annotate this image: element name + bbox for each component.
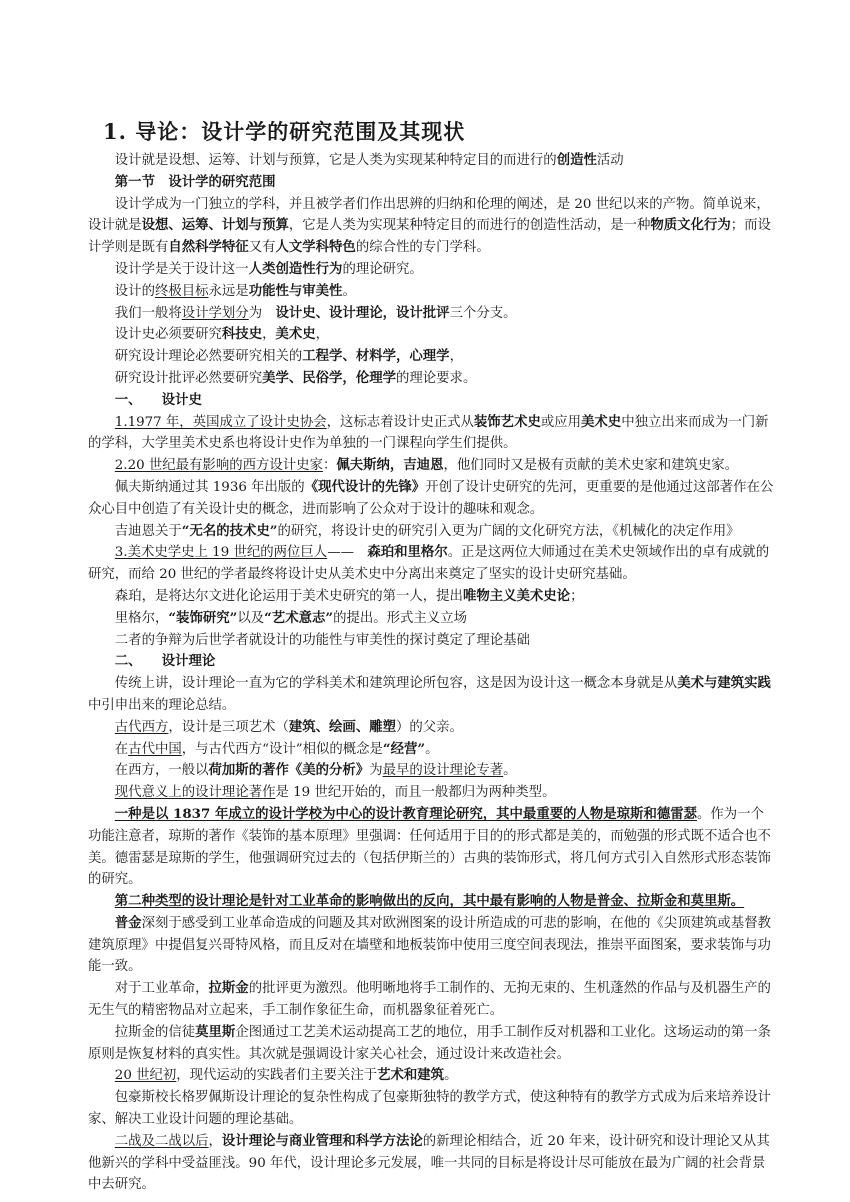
paragraph: 第二种类型的设计理论是针对工业革命的影响做出的反向，其中最有影响的人物是普金、拉斯金和莫里斯。 [114, 893, 745, 910]
text: 对于工业革命， [114, 981, 209, 997]
text: ，它是人类为实现某种特定目的而进行的创造性活动，是一种 [288, 218, 651, 234]
text: 设计学成为一门独立的学科，并且被学者们作出思辨的归纳和伦理的阐述，是 20 世纪以来的产物。简单说来，设计就是 [88, 196, 770, 234]
underlined-text: 2.20 世纪最有影响的西方设计史家 [114, 458, 323, 474]
text: 的综合性的专门学科。 [355, 240, 490, 256]
intro-text-end: 活动 [596, 153, 624, 168]
emphasis: 科技史 [221, 326, 263, 343]
text: 以及 [237, 610, 265, 626]
paragraph [88, 1131, 774, 1196]
text: 永远是 [208, 283, 249, 299]
underlined-text: 古代西方 [114, 719, 169, 735]
paragraph [88, 477, 774, 521]
paragraph [88, 804, 774, 891]
underlined-text: 二战及二战以后 [114, 1133, 209, 1149]
emphasis: 设想、运筹、计划与预算 [141, 217, 289, 234]
paragraph [88, 542, 774, 586]
text: 深刻于感受到工业革命造成的问题及其对欧洲图案的设计所造成的可悲的影响，在他的《尖顶建筑或基督教建筑原理》中提倡复兴哥特风格，而且反对在墙壁和地板装饰中使用三度空间表现法，推崇平面图案，要求装饰与功能一致。 [88, 915, 771, 975]
text: ，与古代西方“设计”相似的概念是 [181, 741, 383, 757]
paragraph [88, 324, 774, 346]
text: ，这标志着设计史正式从 [326, 414, 474, 430]
emphasis: 物质文化行为 [650, 217, 731, 234]
paragraph [88, 608, 774, 630]
text: ， [208, 1133, 222, 1149]
paragraph: 包豪斯校长格罗佩斯设计理论的复杂性构成了包豪斯独特的教学方式，使这种特有的教学方式成为后来培养设计家、解决工业设计问题的理论基础。 [88, 1090, 771, 1128]
emphasis: 设计理论与商业管理和科学方法论 [221, 1132, 423, 1149]
paragraph [88, 913, 774, 978]
emphasis: 装饰艺术史 [473, 413, 541, 430]
text: 。 [342, 283, 356, 299]
part-heading: 二、 设计理论 [114, 653, 216, 670]
emphasis: 拉斯金 [208, 980, 249, 997]
emphasis: 美学、民俗学，伦理学 [262, 369, 396, 386]
paragraph [88, 586, 774, 608]
text: 在西方，一般以 [114, 763, 209, 779]
intro-text: 设计就是设想、运筹、计划与预算，它是人类为实现某种特定目的而进行的 [114, 153, 557, 168]
emphasis: 荷加斯的著作《美的分析》 [208, 762, 370, 779]
emphasis: 美术史 [275, 326, 316, 343]
underlined-text: 设计学划分 [181, 305, 249, 321]
paragraph: 二者的争辩为后世学者就设计的功能性与审美性的探讨奠定了理论基础 [114, 632, 530, 648]
text: 中引申出来的理论总结。 [88, 697, 236, 713]
text: 的理论研究。 [342, 261, 423, 277]
text: ： [322, 458, 337, 474]
paragraph [88, 782, 774, 804]
emphasis: 森珀和里格尔 [367, 544, 448, 561]
part-heading: 一、 设计史 [114, 391, 202, 408]
text: 为 [369, 763, 383, 779]
text: 森珀，是将达尔文进化论运用于美术史研究的第一人，提出 [114, 588, 463, 604]
emphasis: “艺术意志” [264, 609, 334, 626]
page-title: 1. 导论：设计学的研究范围及其现状 [103, 119, 466, 144]
text: ，设计是三项艺术（ [168, 719, 289, 735]
text: 在 [114, 741, 129, 757]
text: 拉斯金的信徒 [114, 1024, 196, 1040]
paragraph [88, 739, 774, 761]
paragraph [88, 1065, 774, 1087]
paragraph [88, 281, 774, 303]
underlined-text: 终极目标 [154, 283, 209, 299]
document-body [88, 150, 774, 1196]
text: 三个分支。 [449, 305, 517, 321]
emphasis: 美术史 [581, 413, 622, 430]
emphasis: 唯物主义美术史论 [462, 587, 571, 604]
emphasis: 功能性与审美性 [248, 282, 343, 299]
emphasis: 艺术和建筑 [377, 1067, 445, 1084]
paragraph [88, 455, 774, 477]
paragraph [88, 1022, 774, 1066]
text: ， [315, 327, 330, 343]
text: 的理论要求。 [396, 370, 477, 386]
text: 设计史必须要研究 [114, 327, 222, 343]
text: 。 [503, 763, 517, 779]
underlined-text: 20 世纪初 [114, 1068, 177, 1084]
emphasis: 普金 [114, 914, 142, 931]
text: 设计学是关于设计这一 [114, 261, 249, 277]
text: ， [262, 327, 276, 343]
emphasis: 建筑、绘画、雕塑 [288, 718, 396, 735]
text: 研究设计批评必然要研究 [114, 370, 263, 386]
text: 我们一般将 [114, 305, 182, 321]
underlined-text: 古代中国 [128, 741, 182, 757]
text: 的提出。形式主义立场 [333, 610, 467, 626]
paragraph [88, 521, 774, 543]
emphasis: 莫里斯 [195, 1023, 236, 1040]
text: ， [449, 349, 463, 365]
emphasis: 设计史、设计理论，设计批评 [275, 304, 450, 321]
emphasis: 人类创造性行为 [248, 260, 343, 277]
emphasis: 美术与建筑实践 [677, 675, 771, 692]
text: 企图通过工艺美术运动提高工艺的地位，用手工制作反对机器和工业化。这场运动的第一条原则是恢复材料的真实性。其次就是强调设计家关心社会，通过设计来改造社会。 [88, 1024, 771, 1062]
text: 。 [444, 1068, 458, 1084]
text: 吉迪恩关于 [114, 523, 182, 539]
emphasis: 工程学、材料学，心理学 [302, 348, 450, 365]
text: 是 19 世纪开始的，而且一般都归为两种类型。 [275, 785, 556, 801]
text: 。作为一个功能注意者，琼斯的著作《装饰的基本原理》里强调：任何适用于目的的形式都是美的，而勉强的形式既不适合也不美。德雷瑟是琼斯的学生，他强调研究过去的（包括伊斯兰的）古典的装饰形式，将几何方式引入自然形式形态装饰的研究。 [88, 806, 771, 888]
text: ）的父亲。 [396, 719, 463, 735]
text: 的批评更为激烈。他明晰地将手工制作的、无拘无束的、生机蓬然的作品与及机器生产的无生气的精密物品对立起来，手工制作象征生命，而机器象征着死亡。 [88, 981, 771, 1019]
paragraph [88, 760, 774, 782]
underlined-text: 现代意义上的设计理论著作 [114, 785, 276, 801]
paragraph [88, 978, 774, 1022]
text: 为 [248, 305, 276, 321]
text: 佩夫斯纳通过其 1936 年出版的 [114, 479, 305, 495]
emphasis: 自然科学特征 [168, 239, 249, 256]
emphasis: “无名的技术史” [181, 522, 278, 539]
text: ；而设计学则是既有 [88, 218, 771, 256]
intro-emphasis: 创造性 [556, 152, 597, 168]
emphasis: 《现代设计的先锋》 [304, 478, 426, 495]
text: 的研究，将设计史的研究引入更为广阔的文化研究方法，《机械化的决定作用》 [277, 523, 740, 539]
paragraph [88, 346, 774, 368]
text: 。正是这两位大师通过在美术史领域作出的卓有成就的研究，而给 20 世纪的学者最终将设计史从美术史中分离出来奠定了坚实的设计史研究基础。 [88, 545, 770, 583]
text: 。 [425, 741, 439, 757]
text: ，他们同时又是极有贡献的美术史家和建筑史家。 [443, 458, 739, 474]
text: 或应用 [540, 414, 582, 430]
paragraph [88, 259, 774, 281]
underlined-text: 最早的设计理论专著 [382, 763, 504, 779]
emphasis: “装饰研究” [168, 609, 238, 626]
paragraph [88, 303, 774, 325]
emphasis: 人文学科特色 [275, 239, 356, 256]
paragraph [88, 412, 774, 456]
text: ，现代运动的实践者们主要关注于 [176, 1068, 378, 1084]
text: ； [570, 588, 584, 604]
text: 又有 [248, 240, 276, 256]
paragraph [88, 368, 774, 390]
text: 的新理论相结合，近 20 年来，设计研究和设计理论又从其他新兴的学科中受益匪浅。90 年代，设计理论多元发展，唯一共同的目标是将设计尽可能放在最为广阔的社会背景中去研究。 [88, 1133, 770, 1193]
paragraph [88, 194, 774, 259]
paragraph [88, 673, 774, 717]
text: 研究设计理论必然要研究相关的 [114, 349, 303, 365]
section-heading: 第一节 设计学的研究范围 [114, 173, 276, 190]
emphasis: 佩夫斯纳，吉迪恩 [336, 457, 444, 474]
text: 开创了设计史研究的先河，更重要的是他通过这部著作在公众心目中创造了有关设计史的概念，进而影响了公众对于设计的趣味和观念。 [88, 479, 774, 517]
underlined-text: 1.1977 年，英国成立了设计史协会 [114, 414, 327, 430]
underlined-text: 3.美术史学史上 19 世纪的两位巨人 [114, 545, 328, 561]
underlined-emphasis: 一种是以 1837 年成立的设计学校为中心的设计教育理论研究，其中最重要的人物是琼斯和德雷瑟 [114, 805, 698, 822]
paragraph [88, 717, 774, 739]
text: 中独立出来而成为一门新的学科，大学里美术史系也将设计史作为单独的一门课程向学生们提供。 [88, 414, 769, 452]
text: 设计的 [114, 283, 155, 299]
intro-paragraph [88, 150, 774, 172]
emphasis: “经营” [382, 740, 426, 757]
text: 里格尔， [114, 610, 169, 626]
text: —— [327, 545, 368, 561]
text: 传统上讲，设计理论一直为它的学科美术和建筑理论所包容，这是因为设计这一概念本身就是从 [114, 676, 678, 692]
